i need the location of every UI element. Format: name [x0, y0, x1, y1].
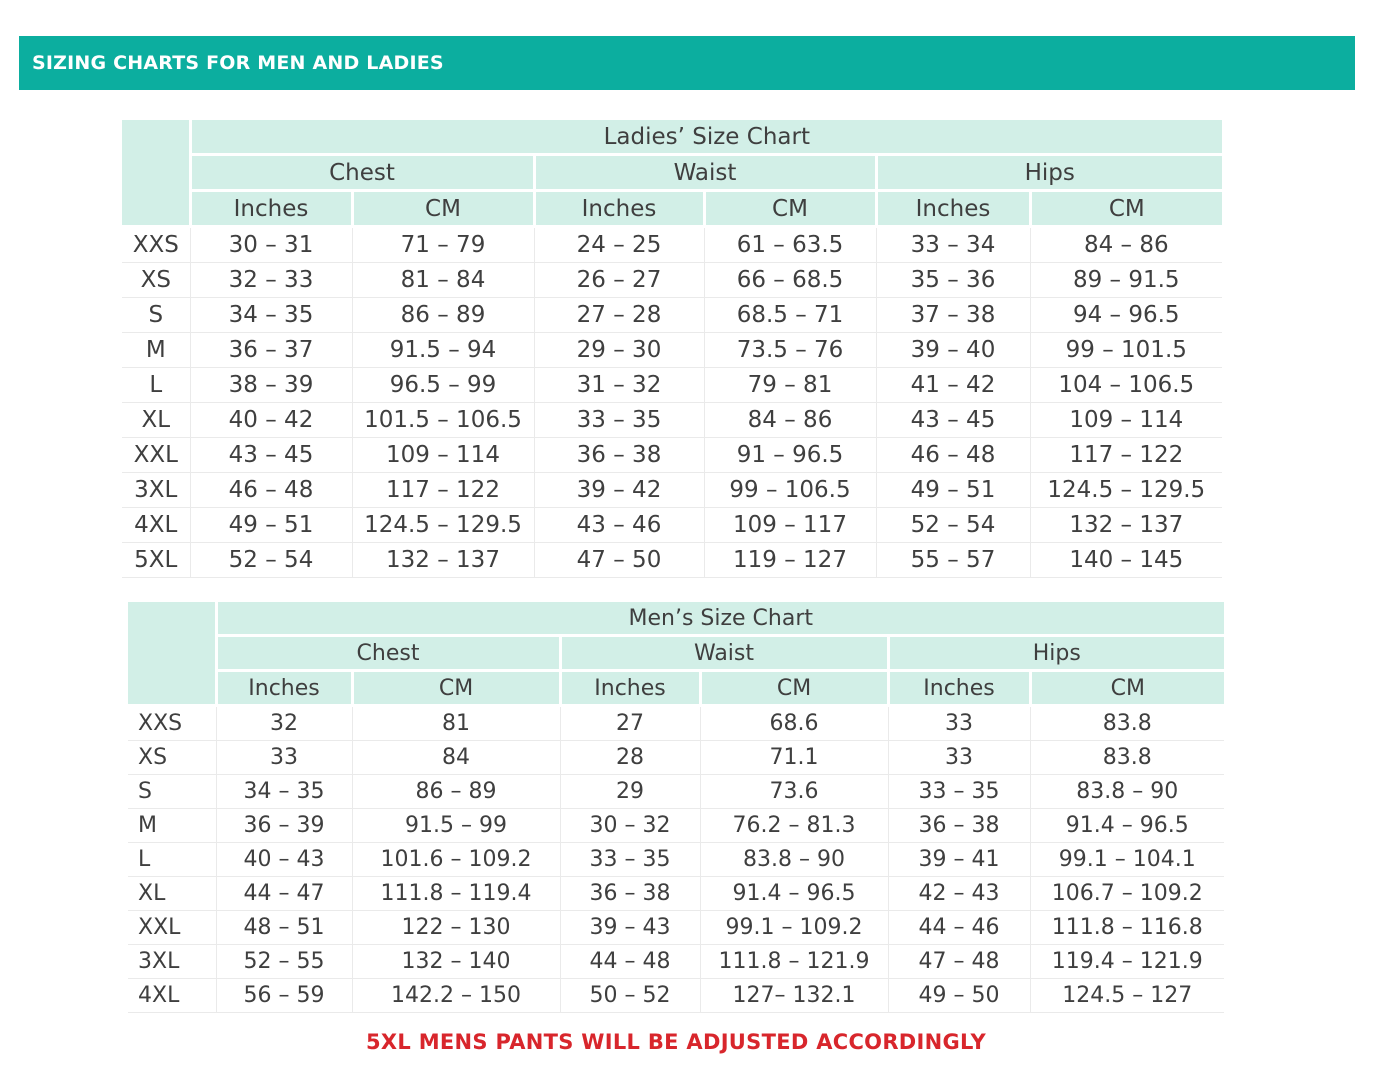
measurement-cell: 84 – 86	[704, 403, 876, 438]
ladies-unit-header: Inches	[534, 191, 704, 227]
ladies-table-body	[122, 227, 1222, 578]
size-label: 3XL	[122, 473, 190, 508]
measurement-cell: 35 – 36	[876, 263, 1030, 298]
measurement-cell: 55 – 57	[876, 543, 1030, 578]
size-label: 3XL	[128, 945, 216, 979]
measurement-cell: 33 – 34	[876, 227, 1030, 263]
size-label: XS	[122, 263, 190, 298]
measurement-cell: 76.2 – 81.3	[700, 809, 888, 843]
size-label: XXS	[122, 227, 190, 263]
measurement-cell: 33	[888, 706, 1030, 741]
ladies-unit-header: Inches	[190, 191, 352, 227]
measurement-cell: 89 – 91.5	[1030, 263, 1222, 298]
table-row	[122, 508, 1222, 543]
ladies-chart-title: Ladies’ Size Chart	[190, 120, 1222, 155]
measurement-cell: 83.8	[1030, 706, 1224, 741]
measurement-cell: 30 – 32	[560, 809, 700, 843]
measurement-cell: 32	[216, 706, 352, 741]
measurement-cell: 39 – 43	[560, 911, 700, 945]
measurement-cell: 24 – 25	[534, 227, 704, 263]
measurement-cell: 124.5 – 129.5	[352, 508, 534, 543]
measurement-cell: 52 – 55	[216, 945, 352, 979]
measurement-cell: 66 – 68.5	[704, 263, 876, 298]
measurement-cell: 91.4 – 96.5	[700, 877, 888, 911]
mens-unit-header: Inches	[888, 671, 1030, 706]
measurement-cell: 29 – 30	[534, 333, 704, 368]
measurement-cell: 122 – 130	[352, 911, 560, 945]
measurement-cell: 132 – 140	[352, 945, 560, 979]
measurement-cell: 84	[352, 741, 560, 775]
measurement-cell: 99.1 – 109.2	[700, 911, 888, 945]
measurement-cell: 86 – 89	[352, 298, 534, 333]
size-label: 4XL	[122, 508, 190, 543]
mens-size-chart	[128, 602, 1224, 1013]
mens-unit-header: Inches	[560, 671, 700, 706]
measurement-cell: 46 – 48	[190, 473, 352, 508]
measurement-cell: 124.5 – 127	[1030, 979, 1224, 1013]
measurement-cell: 52 – 54	[876, 508, 1030, 543]
mens-corner-cell	[128, 602, 216, 706]
table-row	[122, 438, 1222, 473]
measurement-cell: 86 – 89	[352, 775, 560, 809]
size-label: S	[122, 298, 190, 333]
adjustment-note: 5XL MENS PANTS WILL BE ADJUSTED ACCORDINGLY	[366, 1030, 986, 1054]
mens-unit-header: Inches	[216, 671, 352, 706]
measurement-cell: 83.8	[1030, 741, 1224, 775]
measurement-cell: 39 – 41	[888, 843, 1030, 877]
table-row	[122, 263, 1222, 298]
size-label: XL	[128, 877, 216, 911]
measurement-cell: 36 – 37	[190, 333, 352, 368]
measurement-cell: 111.8 – 116.8	[1030, 911, 1224, 945]
mens-table-body	[128, 706, 1224, 1013]
measurement-cell: 44 – 48	[560, 945, 700, 979]
table-row	[128, 843, 1224, 877]
table-row	[122, 227, 1222, 263]
measurement-cell: 111.8 – 121.9	[700, 945, 888, 979]
measurement-cell: 117 – 122	[352, 473, 534, 508]
measurement-cell: 33	[216, 741, 352, 775]
measurement-cell: 31 – 32	[534, 368, 704, 403]
ladies-unit-header: Inches	[876, 191, 1030, 227]
measurement-cell: 36 – 38	[534, 438, 704, 473]
measurement-cell: 132 – 137	[352, 543, 534, 578]
measurement-cell: 99.1 – 104.1	[1030, 843, 1224, 877]
measurement-cell: 32 – 33	[190, 263, 352, 298]
size-label: XXS	[128, 706, 216, 741]
measurement-cell: 142.2 – 150	[352, 979, 560, 1013]
measurement-cell: 39 – 40	[876, 333, 1030, 368]
measurement-cell: 40 – 43	[216, 843, 352, 877]
measurement-cell: 44 – 46	[888, 911, 1030, 945]
table-row	[122, 403, 1222, 438]
measurement-cell: 42 – 43	[888, 877, 1030, 911]
measurement-cell: 101.6 – 109.2	[352, 843, 560, 877]
measurement-cell: 46 – 48	[876, 438, 1030, 473]
measurement-cell: 36 – 38	[560, 877, 700, 911]
mens-group-waist: Waist	[560, 636, 888, 671]
measurement-cell: 101.5 – 106.5	[352, 403, 534, 438]
page-banner	[19, 36, 1355, 90]
mens-unit-header: CM	[352, 671, 560, 706]
measurement-cell: 132 – 137	[1030, 508, 1222, 543]
measurement-cell: 119.4 – 121.9	[1030, 945, 1224, 979]
measurement-cell: 43 – 46	[534, 508, 704, 543]
size-label: XXL	[128, 911, 216, 945]
ladies-group-waist: Waist	[534, 155, 876, 191]
measurement-cell: 47 – 48	[888, 945, 1030, 979]
table-row	[128, 911, 1224, 945]
size-label: XXL	[122, 438, 190, 473]
size-label: XL	[122, 403, 190, 438]
size-label: 4XL	[128, 979, 216, 1013]
ladies-unit-header: CM	[352, 191, 534, 227]
size-label: L	[122, 368, 190, 403]
ladies-unit-header: CM	[704, 191, 876, 227]
measurement-cell: 34 – 35	[216, 775, 352, 809]
size-label: XS	[128, 741, 216, 775]
measurement-cell: 94 – 96.5	[1030, 298, 1222, 333]
measurement-cell: 27 – 28	[534, 298, 704, 333]
mens-unit-header: CM	[1030, 671, 1224, 706]
table-row	[128, 877, 1224, 911]
table-row	[122, 543, 1222, 578]
table-row	[122, 368, 1222, 403]
measurement-cell: 96.5 – 99	[352, 368, 534, 403]
measurement-cell: 29	[560, 775, 700, 809]
measurement-cell: 91.5 – 99	[352, 809, 560, 843]
measurement-cell: 84 – 86	[1030, 227, 1222, 263]
measurement-cell: 47 – 50	[534, 543, 704, 578]
measurement-cell: 71.1	[700, 741, 888, 775]
measurement-cell: 30 – 31	[190, 227, 352, 263]
mens-chart-title: Men’s Size Chart	[216, 602, 1224, 636]
measurement-cell: 26 – 27	[534, 263, 704, 298]
size-label: 5XL	[122, 543, 190, 578]
measurement-cell: 49 – 50	[888, 979, 1030, 1013]
ladies-group-hips: Hips	[876, 155, 1222, 191]
measurement-cell: 109 – 114	[352, 438, 534, 473]
measurement-cell: 91.5 – 94	[352, 333, 534, 368]
measurement-cell: 43 – 45	[190, 438, 352, 473]
measurement-cell: 40 – 42	[190, 403, 352, 438]
table-row	[128, 979, 1224, 1013]
measurement-cell: 124.5 – 129.5	[1030, 473, 1222, 508]
measurement-cell: 106.7 – 109.2	[1030, 877, 1224, 911]
measurement-cell: 28	[560, 741, 700, 775]
measurement-cell: 34 – 35	[190, 298, 352, 333]
size-label: M	[122, 333, 190, 368]
measurement-cell: 61 – 63.5	[704, 227, 876, 263]
table-row	[122, 333, 1222, 368]
measurement-cell: 48 – 51	[216, 911, 352, 945]
measurement-cell: 117 – 122	[1030, 438, 1222, 473]
table-row	[128, 741, 1224, 775]
measurement-cell: 68.5 – 71	[704, 298, 876, 333]
measurement-cell: 104 – 106.5	[1030, 368, 1222, 403]
measurement-cell: 140 – 145	[1030, 543, 1222, 578]
ladies-unit-header: CM	[1030, 191, 1222, 227]
measurement-cell: 99 – 101.5	[1030, 333, 1222, 368]
measurement-cell: 36 – 39	[216, 809, 352, 843]
ladies-corner-cell	[122, 120, 190, 227]
measurement-cell: 73.5 – 76	[704, 333, 876, 368]
measurement-cell: 127– 132.1	[700, 979, 888, 1013]
measurement-cell: 37 – 38	[876, 298, 1030, 333]
measurement-cell: 49 – 51	[876, 473, 1030, 508]
measurement-cell: 36 – 38	[888, 809, 1030, 843]
measurement-cell: 111.8 – 119.4	[352, 877, 560, 911]
mens-unit-header: CM	[700, 671, 888, 706]
measurement-cell: 81 – 84	[352, 263, 534, 298]
measurement-cell: 91 – 96.5	[704, 438, 876, 473]
mens-group-chest: Chest	[216, 636, 560, 671]
ladies-size-chart	[122, 120, 1222, 578]
measurement-cell: 109 – 114	[1030, 403, 1222, 438]
table-row	[122, 473, 1222, 508]
measurement-cell: 39 – 42	[534, 473, 704, 508]
measurement-cell: 56 – 59	[216, 979, 352, 1013]
measurement-cell: 81	[352, 706, 560, 741]
measurement-cell: 109 – 117	[704, 508, 876, 543]
measurement-cell: 91.4 – 96.5	[1030, 809, 1224, 843]
measurement-cell: 79 – 81	[704, 368, 876, 403]
measurement-cell: 83.8 – 90	[700, 843, 888, 877]
measurement-cell: 38 – 39	[190, 368, 352, 403]
measurement-cell: 33 – 35	[560, 843, 700, 877]
table-row	[128, 706, 1224, 741]
ladies-group-chest: Chest	[190, 155, 534, 191]
measurement-cell: 27	[560, 706, 700, 741]
size-label: S	[128, 775, 216, 809]
table-row	[122, 298, 1222, 333]
measurement-cell: 71 – 79	[352, 227, 534, 263]
measurement-cell: 119 – 127	[704, 543, 876, 578]
measurement-cell: 33 – 35	[534, 403, 704, 438]
measurement-cell: 68.6	[700, 706, 888, 741]
measurement-cell: 33	[888, 741, 1030, 775]
measurement-cell: 41 – 42	[876, 368, 1030, 403]
size-label: M	[128, 809, 216, 843]
measurement-cell: 52 – 54	[190, 543, 352, 578]
table-row	[128, 809, 1224, 843]
measurement-cell: 99 – 106.5	[704, 473, 876, 508]
measurement-cell: 44 – 47	[216, 877, 352, 911]
banner-title: SIZING CHARTS FOR MEN AND LADIES	[32, 52, 444, 74]
size-label: L	[128, 843, 216, 877]
table-row	[128, 775, 1224, 809]
table-row	[128, 945, 1224, 979]
measurement-cell: 49 – 51	[190, 508, 352, 543]
mens-group-hips: Hips	[888, 636, 1224, 671]
measurement-cell: 33 – 35	[888, 775, 1030, 809]
measurement-cell: 50 – 52	[560, 979, 700, 1013]
measurement-cell: 83.8 – 90	[1030, 775, 1224, 809]
measurement-cell: 73.6	[700, 775, 888, 809]
measurement-cell: 43 – 45	[876, 403, 1030, 438]
